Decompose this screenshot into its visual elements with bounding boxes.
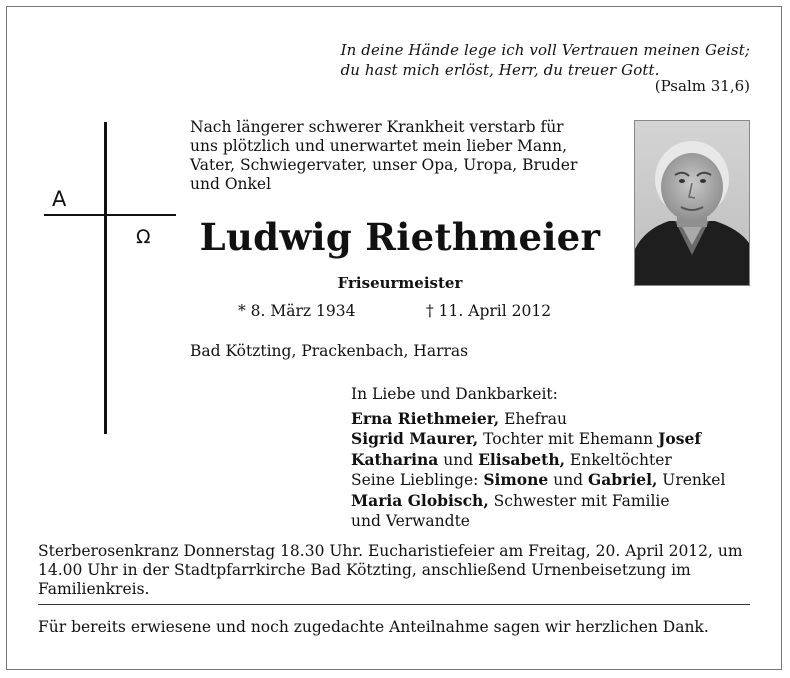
psalm-quote: [341, 40, 750, 80]
mourner-relation: Enkeltöchter: [565, 450, 672, 469]
mourner-line: [351, 512, 761, 532]
mourner-name: Gabriel,: [588, 470, 658, 490]
mourner-relation: Ehefrau: [499, 409, 567, 428]
mourner-name: Josef: [658, 429, 702, 449]
mourner-name: Katharina: [351, 449, 439, 469]
cross-horizontal-bar: [44, 214, 176, 216]
mourner-relation: Seine Lieblinge:: [351, 471, 484, 490]
mourner-line: [351, 429, 761, 450]
deceased-profession: Friseurmeister: [337, 274, 463, 292]
mourner-line: [351, 409, 761, 430]
psalm-line-1: In deine Hände lege ich voll Vertrauen meinen Geist;: [340, 41, 750, 59]
mourner-relation: und: [438, 450, 479, 469]
mourner-name: Sigrid Maurer,: [351, 429, 479, 449]
mourner-line: [351, 470, 761, 491]
mourner-relation: Tochter mit Ehemann: [478, 430, 659, 449]
deceased-name: Ludwig Riethmeier: [199, 215, 601, 259]
mourners-heading: In Liebe und Dankbarkeit:: [351, 385, 558, 403]
mourner-name: Simone: [483, 470, 549, 490]
mourner-relation: Urenkel: [657, 471, 726, 490]
thanks-text: Für bereits erwiesene und noch zugedachte Anteilnahme sagen wir herzlichen Dank.: [38, 618, 709, 636]
mourner-line: [351, 491, 761, 512]
mourner-name: Maria Globisch,: [351, 490, 489, 510]
mourner-line: [351, 450, 761, 471]
mourner-name: Elisabeth,: [478, 449, 565, 469]
service-info: Sterberosenkranz Donnerstag 18.30 Uhr. Eucharistiefeier am Freitag, 20. April 2012, um 14.00 Uhr in der Stadtpfarrkirche Bad Kötzting, anschließend Urnenbeisetzung im Familienkreis.: [38, 542, 743, 598]
places: Bad Kötzting, Prackenbach, Harras: [190, 342, 469, 360]
mourner-relation: und Verwandte: [351, 511, 470, 530]
mourners-block: [351, 385, 761, 531]
psalm-reference: (Psalm 31,6): [654, 77, 750, 95]
psalm-line-2: du hast mich erlöst, Herr, du treuer Gott.: [340, 61, 660, 79]
birth-date: * 8. März 1934: [238, 302, 356, 320]
mourner-relation: und: [548, 471, 589, 490]
alpha-symbol: A: [52, 187, 67, 211]
intro-text: Nach längerer schwerer Krankheit verstarb für uns plötzlich und unerwartet mein lieber Mann, Vater, Schwiegervater, unser Opa, Uropa, Bruder und Onkel: [190, 118, 578, 193]
omega-symbol: Ω: [136, 226, 151, 248]
cross-vertical-bar: [104, 122, 107, 434]
mourner-relation: Schwester mit Familie: [488, 491, 670, 510]
death-date: † 11. April 2012: [426, 302, 552, 320]
portrait-photo: [634, 120, 750, 286]
mourner-name: Erna Riethmeier,: [351, 408, 500, 428]
divider: [38, 604, 750, 605]
